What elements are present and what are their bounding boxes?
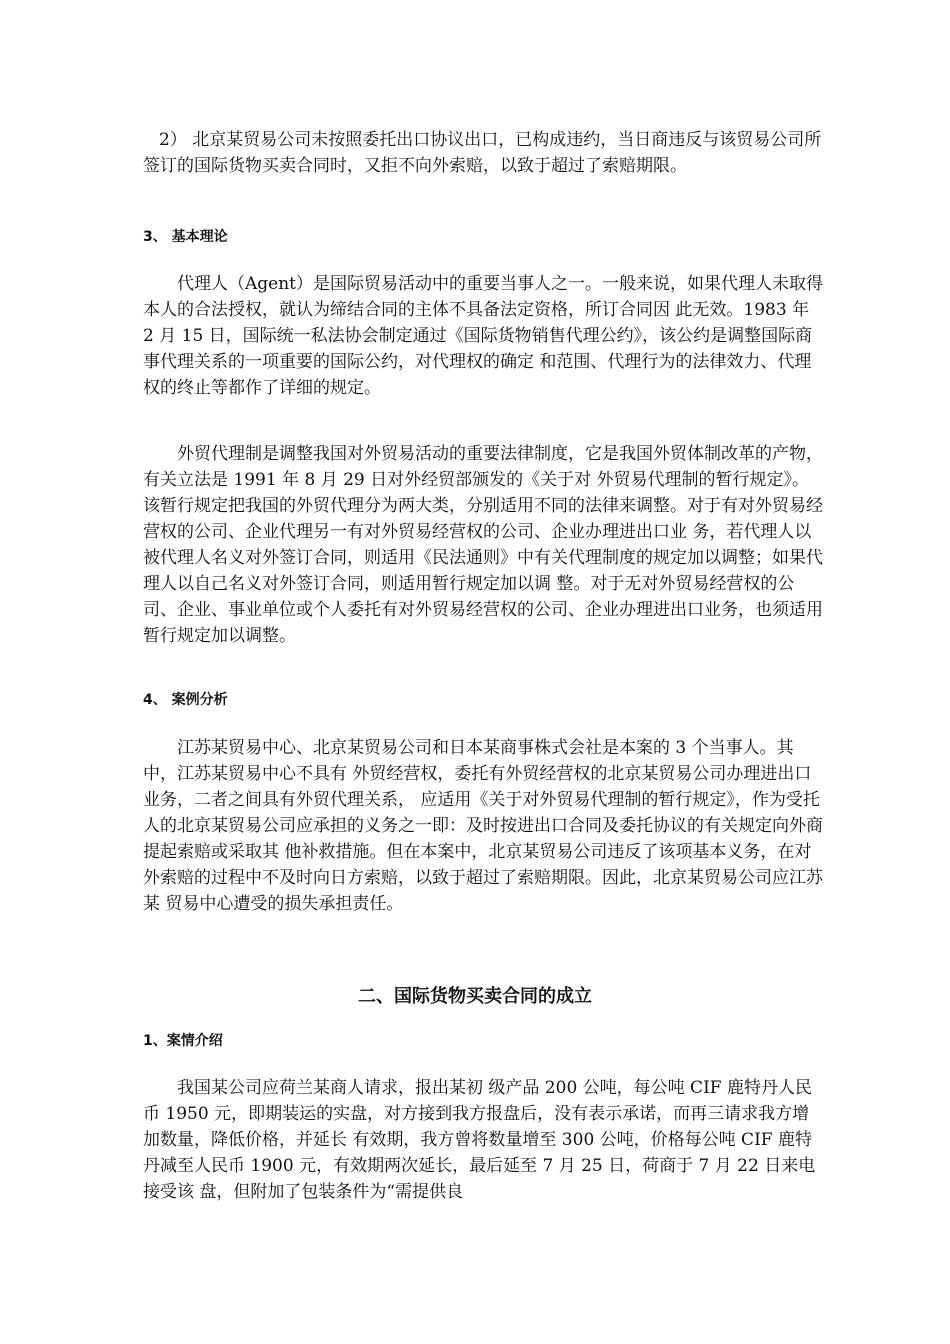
paragraph-case-analysis: 江苏某贸易中心、北京某贸易公司和日本某商事株式会社是本案的 3 个当事人。其中，江苏某贸易中心不具有 外贸经营权，委托有外贸经营权的北京某贸易公司办理进出口业务，二者之间具有外贸代理关系， 应适用《关于对外贸易代理制的暂行规定》，作为受托人的北京某贸易公司应承担的义务之一即：及时按进出口合同及委托协议的有关规定向外商提起索赔或采取其 他补救措施。但在本案中，北京某贸易公司违反了该项基本义务，在对外索赔的过程中不及时向日方索赔，以致于超过了索赔期限。因此，北京某贸易公司应江苏某 贸易中心遭受的损失承担责任。 [143, 738, 823, 914]
heading-case-introduction: 1、案情介绍 [143, 1033, 223, 1049]
heading-case-analysis: 4、 案例分析 [143, 692, 228, 708]
heading-basic-theory: 3、 基本理论 [143, 229, 228, 245]
paragraph-agent-theory: 代理人（Agent）是国际贸易活动中的重要当事人之一。一般来说，如果代理人未取得本人的合法授权，就认为缔结合同的主体不具备法定资格，所订合同因 此无效。1983 年 2 月 15 日，国际统一私法协会制定通过《国际货物销售代理公约》，该公约是调整国际商事代理关系的一项重要的国际公约，对代理权的确定 和范围、代理行为的法律效力、代理权的终止等都作了详细的规定。 [143, 274, 823, 398]
paragraph-foreign-trade-agency: 外贸代理制是调整我国对外贸易活动的重要法律制度，它是我国外贸体制改革的产物，有关立法是 1991 年 8 月 29 日对外经贸部颁发的《关于对 外贸易代理制的暂行规定》。 该暂行规定把我国的外贸代理分为两大类，分别适用不同的法律来调整。对于有对外贸易经营权的公司、企业代理另一有对外贸易经营权的公司、企业办理进出口业 务，若代理人以被代理人名义对外签订合同，则适用《民法通则》中有关代理制度的规定加以调整；如果代理人以自己名义对外签订合同，则适用暂行规定加以调 整。对于无对外贸易经营权的公司、企业、事业单位或个人委托有对外贸易经营权的公司、企业办理进出口业务，也须适用暂行规定加以调整。 [143, 444, 823, 646]
section-title-contract-formation: 二、国际货物买卖合同的成立 [358, 986, 592, 1007]
paragraph-case-introduction: 我国某公司应荷兰某商人请求，报出某初 级产品 200 公吨，每公吨 CIF 鹿特丹人民币 1950 元，即期装运的实盘，对方接到我方报盘后，没有表示承诺，而再三请求我方增加数量，降低价格，并延长 有效期，我方曾将数量增至 300 公吨，价格每公吨 CIF 鹿特丹减至人民币 1900 元，有效期两次延长，最后延至 7 月 25 日，荷商于 7 月 22 日来电接受该 盘，但附加了包装条件为“需提供良 [143, 1078, 816, 1202]
paragraph-breach-of-contract: 2） 北京某贸易公司未按照委托出口协议出口，已构成违约，当日商违反与该贸易公司所签订的国际货物买卖合同时，又拒不向外索赔，以致于超过了索赔期限。 [143, 130, 822, 176]
